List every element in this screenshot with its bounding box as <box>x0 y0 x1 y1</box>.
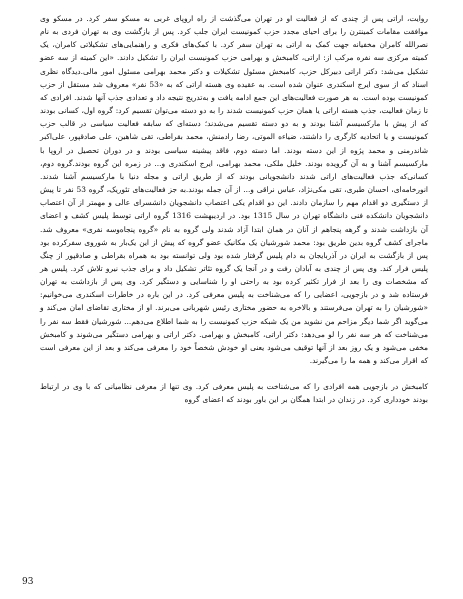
page-number: 93 <box>22 577 34 587</box>
body-paragraph-2: کامبخش در بازجویی همه افرادی را که می‌شناخت به پلیس معرفی کرد. وی تنها از معرفی نظامیانی که با وی در ارتباط بودند خودداری کرد. در زندان در ابتدا همگان بر این باور بودند که اعضای گروه <box>40 382 428 405</box>
document-page <box>40 12 428 587</box>
body-paragraph: روایت، اراتی پس از چندی که از فعالیت او در تهران می‌گذشت از راه اروپای غربی به مسکو سفر کرد. در مسکو وی موافقت مقامات کمینترن را برای احیای مجدد حزب کمونیست ایران جلب کرد. پس از بازگشت وی به تهران فردی به نام نصرالله کامران مخفیانه جهت کمک به اراتی به تهران سفر کرد. با کمک‌های فکری و راهنمایی‌های تشکیلاتی کامران، یک کمیته مرکزی سه نفره مرکب از: اراتی، کامبخش و بهرامی حزب کمونیست ایران را تشکیل دادند. «این کمیته از سه عضو تشکیل می‌شد: دکتر اراتی دبیرکل حزب، کامبخش مسئول تشکیلات و دکتر محمد بهرامی مسئول امور مالی.دیدگاه نظری اسناد که از سوی ایرج اسکندری عنوان شده است. به عقیده وی هسته اراتی که به «53 نفر» معروف شد مستقل از حزب کمونیست بوده است. به هر صورت فعالیت‌های این جمع ادامه یافت و به‌تدریج نتیجه داد و تعدادی جذب آنها شدند. افرادی که تا زمان فعالیت، جذب هسته اراتی یا همان حزب کمونیست شدند را به دو دسته می‌توان تقسیم کرد: گروه اول، کسانی بودند که از پیش با مارکسیسم آشنا بودند و به دو دسته تقسیم می‌شدند؛ دسته‌ای که سابقه فعالیت سیاسی در قالب حزب کمونیست و یا اتحادیه کارگری را داشتند، ضیاءه الموتی، رضا رادمنش، محمد بقراطی، تقی شاهین، علی صادقپور، علی‌اکبر شاندرمنی و محمد پژوه از این دسته بودند. اما دسته دوم، فاقد پیشینه سیاسی بودند و در دوران تحصیل در اروپا با مارکسیسم آشنا و به آن گرویده بودند. خلیل ملکی، محمد بهرامی، ایرج اسکندری و... در زمره این گروه بودند.گروه دوم، کسانی‌که جذب فعالیت‌های اراتی شدند دانشجویانی بودند که از طریق اراتی و مجله دنیا با مارکسیسم آشنا شدند. انورخامه‌ای، احسان طبری، تقی مکی‌نژاد، عباس نراقی و... از آن جمله بودند.به جز فعالیت‌های تئوریک، گروه 53 نفر تا پیش از دستگیری دو اقدام مهم را سازمان دادند. این دو اقدام یکی اعتصاب دانشجویان دانشسرای عالی و مهمتر از آن اعتصاب دانشجویان دانشکده فنی دانشگاه تهران در سال 1315 بود. در اردیبهشت 1316 گروه اراتی توسط پلیس کشف و اعضای آن بازداشت شدند و گرهه پنجاهم از آنان در همان ابتدا آزاد شدند ولی گروه به نام «گروه پنجاه‌وسه نفری» معروف شد. ماجرای کشف گروه بدین طریق بود: محمد شورشیان یک مکانیک عضو گروه که پیش از این یک‌بار به شوروی سفرکرده بود پس از بازگشت به ایران در آذربایجان به دام پلیس گرفتار شده بود ولی توانسته بود به همراه بقراطی و صادقپور از چنگ پلیس فرار کند. وی پس از چندی به آبادان رفت و در آنجا یک گروه تئاتر تشکیل داد و برای جذب نیرو تلاش کرد. پلیس هر که مشخصات وی را بعد از فرار تکثیر کرده بود به راحتی او را شناسایی و دستگیر کرد. وی پس از بازداشت به تهران فرستاده شد و در بازجویی، اعضایی را که می‌شناخت به پلیس معرفی کرد. در این باره در خاطرات اسکندری می‌خوانیم: «شورشیان را به تهران می‌فرستند و بالاخره به حضور مختاری رئیس شهربانی می‌برند. او از مختاری تقاضای امان می‌کند و می‌گوید اگر شما دیگر مزاحم من نشوید من یک شبکه حزب کمونیست را به شما اطلاع می‌دهم... شورشیان فقط سه نفر را می‌شناخت که هر سه نفر را لو می‌دهد: دکتر اراتی، کامبخش و بهرامی. دکتر اراتی و بهرامی دستگیر می‌شوند و کامبخش مخفی می‌شود و یک روز بعد از آنها توقیف می‌شود یعنی او خودش شخصاً خود را معرفی می‌کند و بعد از این معرفی است که اقرار می‌کند و همه ما را می‌گیرند. <box>40 14 429 366</box>
